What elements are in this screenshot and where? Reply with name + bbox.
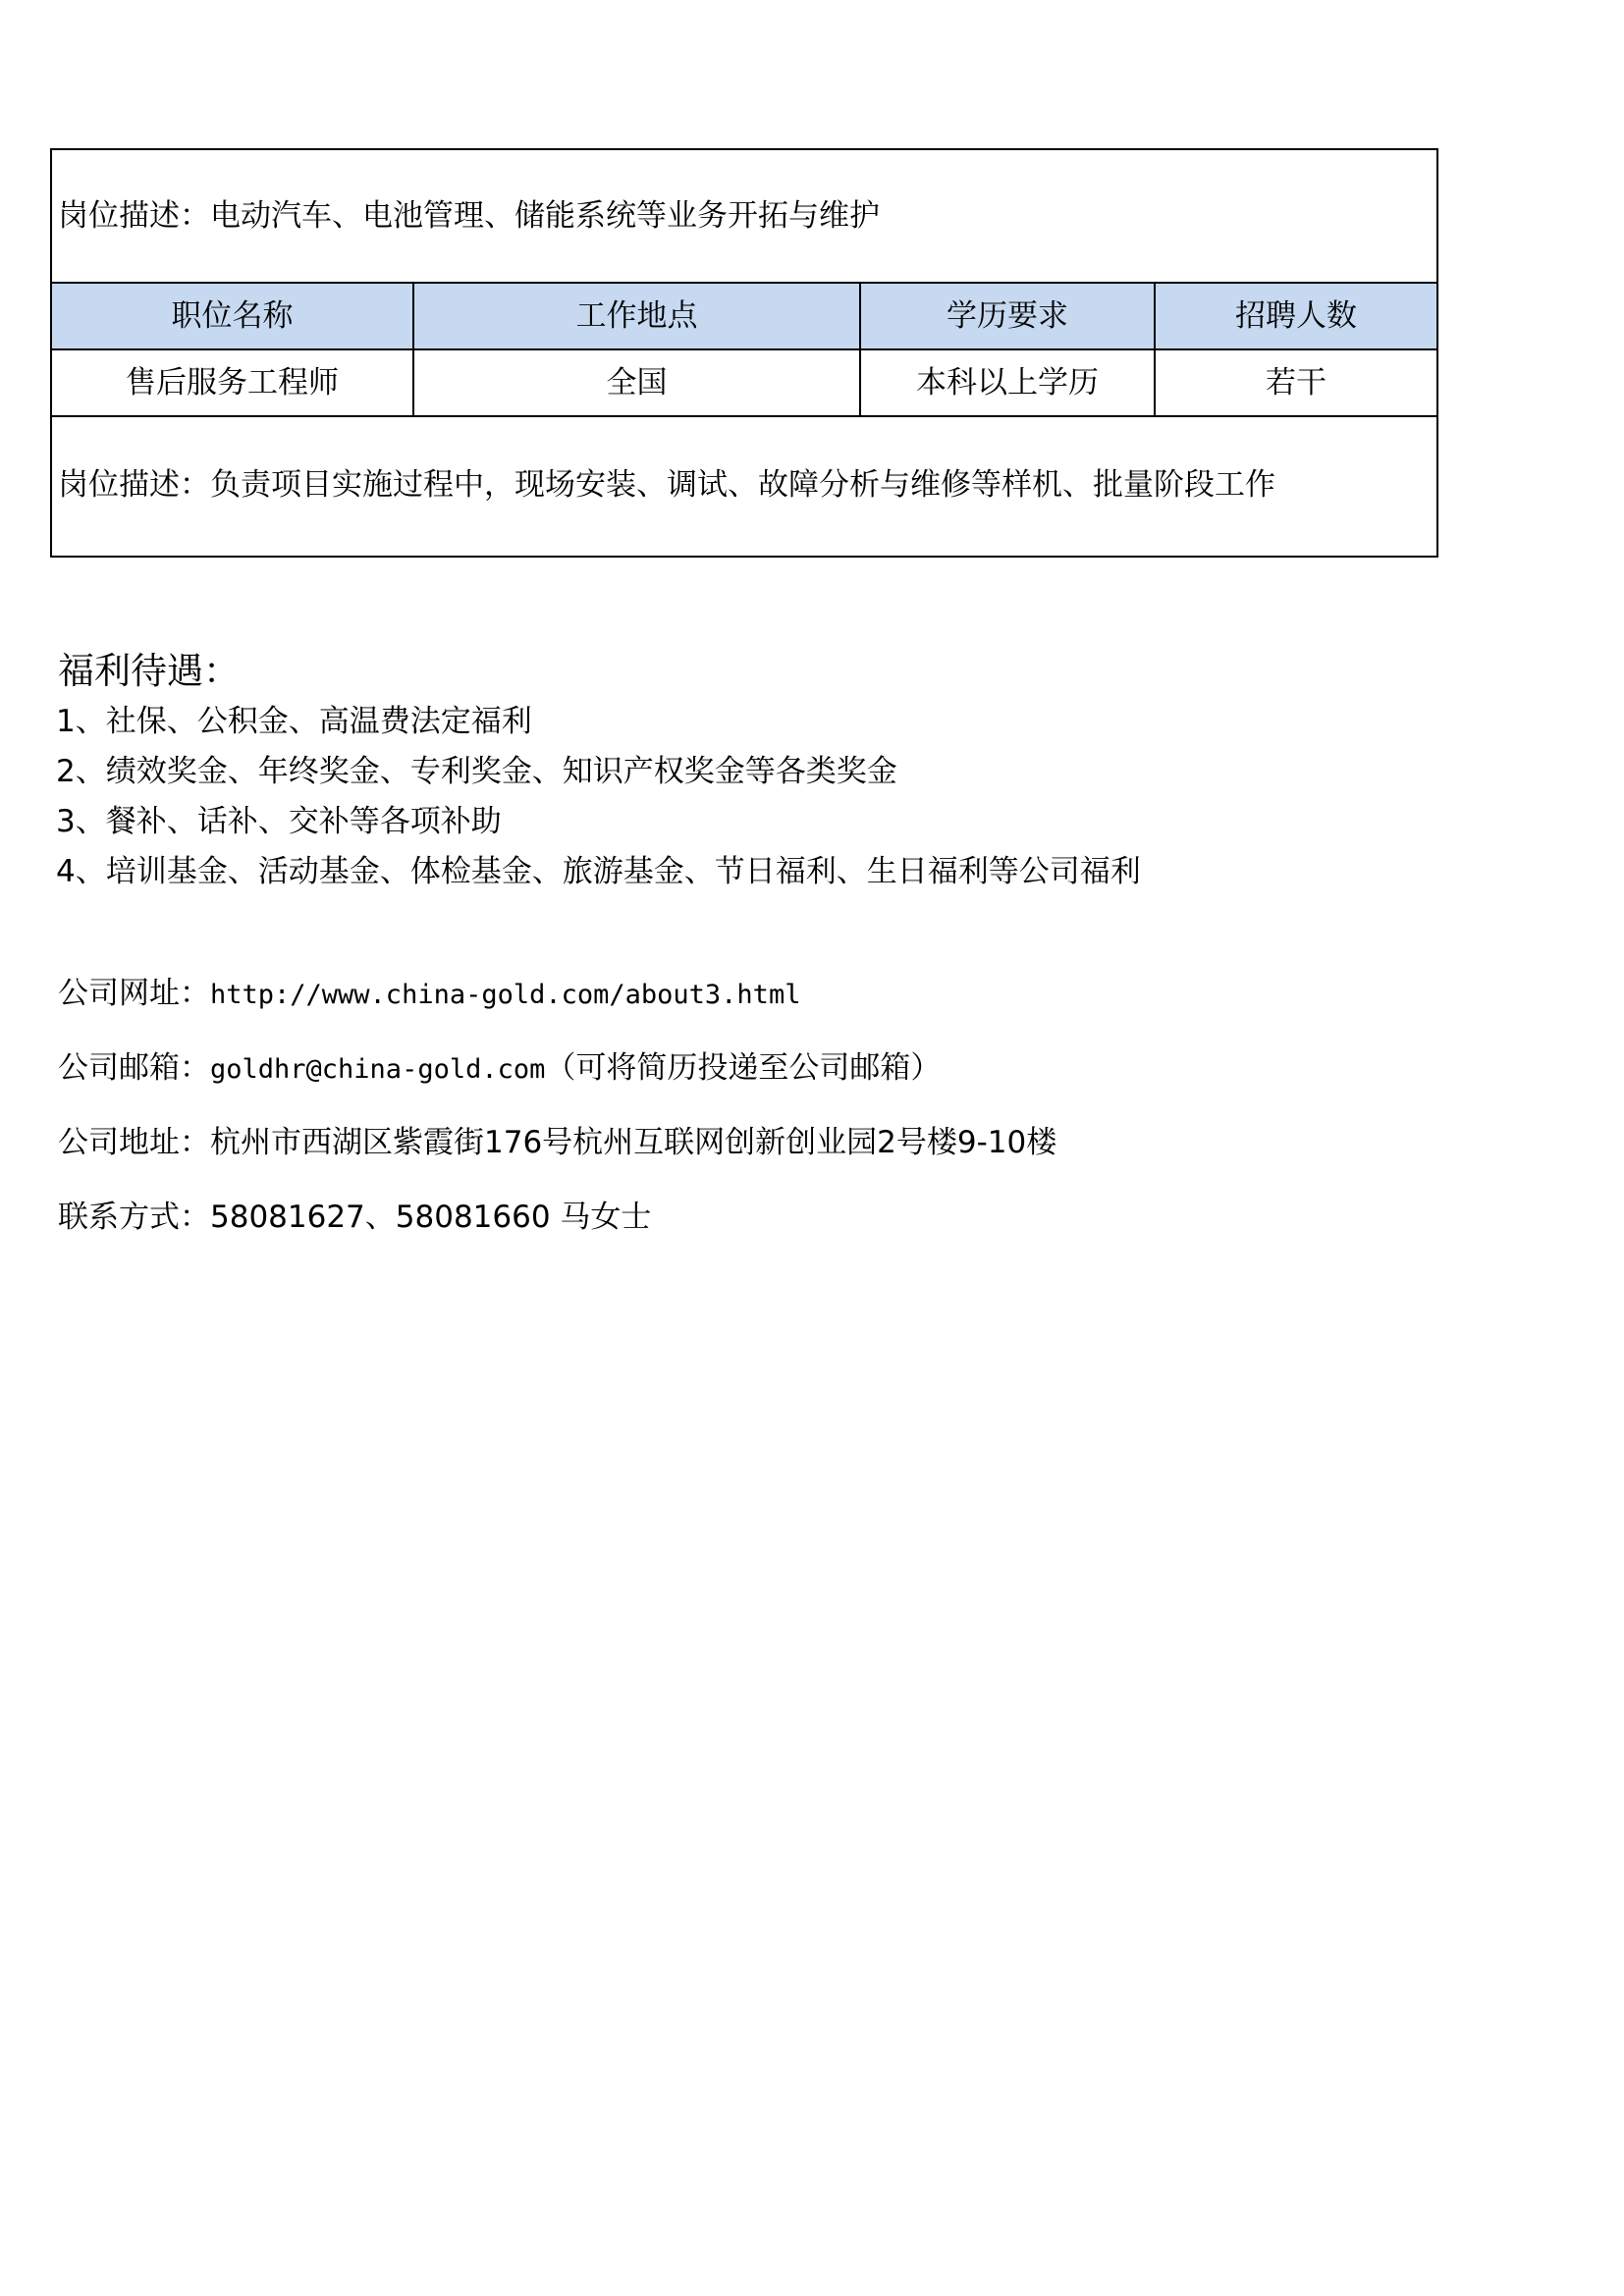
header-education: 学历要求 (860, 283, 1155, 349)
table-row (51, 349, 1437, 416)
benefit-item: 3、餐补、话补、交补等各项补助 (56, 804, 502, 839)
benefit-item: 2、绩效奖金、年终奖金、专利奖金、知识产权奖金等各类奖金 (56, 754, 897, 789)
benefit-item: 4、培训基金、活动基金、体检基金、旅游基金、节日福利、生日福利等公司福利 (56, 854, 1141, 889)
table-header-row (51, 283, 1437, 349)
address-line (58, 1125, 1057, 1202)
phone-line (58, 1202, 1056, 1277)
email-line (58, 1050, 1056, 1128)
address-value: 杭州市西湖区紫霞街176号杭州互联网创新创业园2号楼9-10楼 (210, 1125, 1057, 1160)
job-description-row (51, 149, 1437, 283)
benefits-title: 福利待遇： (58, 650, 240, 692)
cell-work-location: 全国 (413, 349, 860, 416)
header-work-location: 工作地点 (413, 283, 860, 349)
header-position-name: 职位名称 (51, 283, 413, 349)
header-headcount: 招聘人数 (1155, 283, 1437, 349)
email-note: （可将简历投递至公司邮箱） (545, 1050, 942, 1086)
website-label: 公司网址： (58, 976, 210, 1011)
address-label: 公司地址： (58, 1125, 210, 1160)
job-description-cell: 岗位描述：电动汽车、电池管理、储能系统等业务开拓与维护 (51, 149, 1437, 283)
cell-position-name: 售后服务工程师 (51, 349, 413, 416)
job-table (50, 148, 1438, 558)
website-line (58, 976, 1056, 1053)
website-link[interactable]: http://www.china-gold.com/about3.html (210, 980, 801, 1010)
phone-value: 58081627、58081660 马女士 (210, 1200, 652, 1235)
job-description-cell: 岗位描述：负责项目实施过程中，现场安装、调试、故障分析与维修等样机、批量阶段工作 (51, 416, 1437, 557)
cell-headcount: 若干 (1155, 349, 1437, 416)
contact-section (58, 976, 1057, 1277)
benefits-section (56, 650, 1141, 907)
email-link[interactable]: goldhr@china-gold.com (210, 1054, 546, 1085)
phone-label: 联系方式： (58, 1200, 210, 1235)
job-description-row (51, 416, 1437, 557)
benefit-item: 1、社保、公积金、高温费法定福利 (56, 704, 532, 739)
email-label: 公司邮箱： (58, 1050, 210, 1086)
cell-education: 本科以上学历 (860, 349, 1155, 416)
